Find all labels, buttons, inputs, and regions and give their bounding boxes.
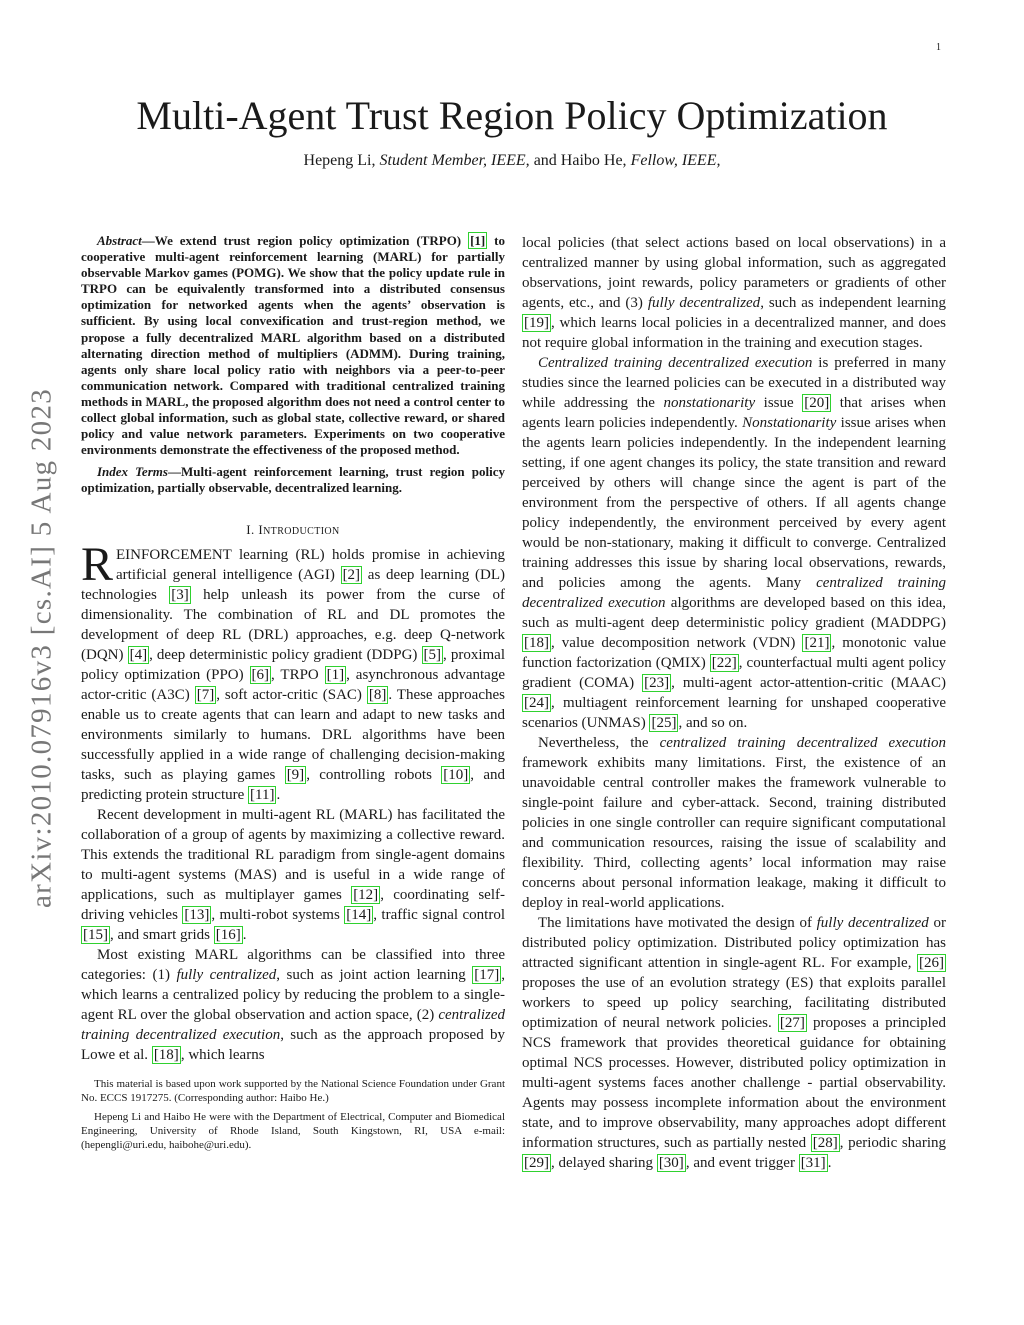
citation-link[interactable]: [21] bbox=[804, 635, 830, 651]
paragraph: Nevertheless, the centralized training decentralized execution framework exhibits many limitations. First, the existence of an unavoidable central controller makes the framework vulnerable to single-point failure and cyber-attack. Second, training distributed policies in one single controller can require significant computational and communication resources, raising the issue of scalability and flexibility. Third, collecting agents’ local information may raise concerns about personal information leakage, making it difficult to deploy in real-world applications. bbox=[522, 735, 947, 911]
citation-link[interactable]: [2] bbox=[342, 566, 361, 583]
citation-link[interactable]: [29] bbox=[524, 1155, 549, 1171]
citation-link[interactable]: [1] bbox=[470, 233, 486, 248]
paragraph: Centralized training decentralized execution is preferred in many studies since the learned policies can be executed in a distributed way while addressing the nonstationarity issue [20] that arises when agents learn policies independently. Nonstationarity issue arises when the agents learn policies independently. In the independent learning setting, if one agent changes its policy, the state transition and reward perceived by others will change since the agent is part of the environment from the perspective of others. If all agents change policy independently, the environment perceived by every agent would be non-stationary, making it difficult to converge. Centralized training addresses this issue by sharing local observations, rewards, and policies among the agents. Many centralized training decentralized execution algorithms are developed based on this idea, such as multi-agent deep deterministic policy gradient (MADDPG) [18] , value decomposition network (VDN) [21] , monotonic value function factorization (QMIX) [22] , counterfactual multi agent policy gradient (COMA) [23] , multi-agent actor-attention-critic (MAAC) [24] , multiagent reinforcement learning for unshaped cooperative scenarios (UNMAS) [25] , and so on. bbox=[522, 355, 946, 731]
citation-link[interactable]: [3] bbox=[171, 586, 189, 603]
citation-link[interactable]: [10] bbox=[443, 766, 469, 783]
citation-link[interactable]: [12] bbox=[353, 886, 379, 903]
citation-link[interactable]: [27] bbox=[779, 1015, 805, 1031]
right-column bbox=[522, 233, 946, 1173]
citation-link[interactable]: [23] bbox=[644, 675, 670, 691]
citation-link[interactable]: [17] bbox=[474, 966, 500, 983]
abstract: Abstract—We extend trust region policy optimization (TRPO) [1] to cooperative multi-agent reinforcement learning (MARL) for partially observable Markov games (POMG). We show that the policy update rule in TRPO can be equivalently transformed into a distributed consensus optimization for networked agents when the agents’ observation is sufficient. By using local convexification and trust-region method, we propose a fully decentralized MARL algorithm based on a distributed alternating direction method of multipliers (ADMM). During training, agents only share local policy ratio with neighbors via a peer-to-peer communication network. Compared with traditional centralized training methods in MARL, the proposed algorithm does not need a control center to collect global information, such as global state, collective reward, or shared policy and value network parameters. Experiments on two cooperative environments demonstrate the effectiveness of the proposed method. bbox=[81, 233, 505, 458]
citation-link[interactable]: [15] bbox=[83, 926, 108, 943]
paragraph: Recent development in multi-agent RL (MARL) has facilitated the collaboration of a group of agents by maximizing a collective reward. This extends the traditional RL paradigm from single-agent domains to multi-agent systems (MAS) and is useful in a wide range of applications, such as multiplayer games [12] , coordinating self-driving vehicles [13] , multi-robot systems [14] , traffic signal control [15] , and smart grids [16] . bbox=[81, 806, 505, 943]
author-role: Fellow, IEEE, bbox=[630, 152, 721, 169]
drop-cap: R bbox=[81, 537, 114, 591]
section-heading: I. INTRODUCTION bbox=[246, 521, 340, 537]
footnote: Hepeng Li and Haibo He were with the Department of Electrical, Computer and Biomedical Engineering, University of Rhode Island, South Kingstown, RI, USA e-mail: (hepengli@uri.edu, haibohe@uri.edu). bbox=[81, 1110, 505, 1151]
paragraph: REINFORCEMENT learning (RL) holds promise in achieving artificial general intelligence (AGI) [2] as deep learning (DL) technologies [3] help unleash its power from the curse of dimensionality. The combination of RL and DL promotes the development of deep RL (DRL) approaches, e.g. deep Q-network (DQN) [4] , deep deterministic policy gradient (DDPG) [5] , proximal policy optimization (PPO) [6] , TRPO [1] , asynchronous advantage actor-critic (A3C) [7] , soft actor-critic (SAC) [8] . These approaches enable us to create agents that can learn and adapt to new tasks and environments similarly to humans. DRL algorithms have been successfully applied in a wide range of challenging decision-making tasks, such as playing games [9] , controlling robots [10] , and predicting protein structure [11] . bbox=[81, 537, 505, 803]
citation-link[interactable]: [25] bbox=[651, 715, 677, 731]
paper-title: Multi-Agent Trust Region Policy Optimization bbox=[136, 93, 888, 138]
citation-link[interactable]: [8] bbox=[368, 686, 387, 703]
citation-link[interactable]: [1] bbox=[326, 666, 345, 683]
citation-link[interactable]: [16] bbox=[215, 926, 241, 943]
footnotes bbox=[81, 1077, 505, 1152]
citation-link[interactable]: [11] bbox=[250, 786, 275, 803]
index-terms: Index Terms—Multi-agent reinforcement learning, trust region policy optimization, partially observable, decentralized learning. bbox=[81, 464, 506, 496]
left-column bbox=[81, 233, 505, 1157]
citation-link[interactable]: [26] bbox=[919, 955, 944, 971]
index-terms-label: Index Terms bbox=[97, 464, 168, 480]
citation-link[interactable]: [7] bbox=[196, 686, 215, 703]
citation-link[interactable]: [6] bbox=[251, 666, 270, 683]
citation-link[interactable]: [24] bbox=[524, 695, 549, 711]
author-name: Hepeng Li, bbox=[303, 152, 376, 169]
citation-link[interactable]: [30] bbox=[658, 1155, 684, 1171]
citation-link[interactable]: [5] bbox=[423, 646, 441, 663]
author-conjunction: and bbox=[533, 152, 557, 169]
footnote: This material is based upon work supported by the National Science Foundation under Grant No. ECCS 1917275. (Corresponding author: Haibo He.) bbox=[81, 1077, 505, 1104]
abstract-label: Abstract bbox=[97, 233, 142, 248]
citation-link[interactable]: [18] bbox=[524, 635, 549, 651]
arxiv-watermark: arXiv:2010.07916v3 [cs.AI] 5 Aug 2023 bbox=[25, 387, 58, 909]
citation-link[interactable]: [4] bbox=[129, 646, 148, 663]
citation-link[interactable]: [22] bbox=[711, 655, 737, 671]
citation-link[interactable]: [14] bbox=[346, 906, 372, 923]
author-line bbox=[0, 152, 1024, 170]
citation-link[interactable]: [20] bbox=[804, 395, 830, 411]
paragraph: The limitations have motivated the design of fully decentralized or distributed policy optimization. Distributed policy optimization has attracted significant attention in single-agent RL. For example, [26] proposes the use of an evolution strategy (ES) that exploits parallel workers to speed up policy searching, facilitating distributed optimization of neural network policies. [27] proposes a principled NCS framework that provides theoretical guidance for obtaining optimal NCS processes. However, distributed policy optimization in multi-agent systems faces another challenge - partial observability. Agents may possess incomplete information about the environment state, and to improve observability, many approaches adopt different information structures, such as partially nested [28] , periodic sharing [29] , delayed sharing [30] , and event trigger [31] . bbox=[522, 915, 947, 1171]
citation-link[interactable]: [31] bbox=[800, 1155, 826, 1171]
citation-link[interactable]: [28] bbox=[812, 1135, 838, 1151]
paragraph: Most existing MARL algorithms can be classified into three categories: (1) fully centralized, such as joint action learning [17] , which learns a centralized policy by reducing the problem to a single-agent RL over the global observation and action space, (2) centralized training decentralized execution, such as the approach proposed by Lowe et al. [18] , which learns bbox=[81, 946, 506, 1063]
author-name: Haibo He, bbox=[560, 152, 627, 169]
citation-link[interactable]: [19] bbox=[524, 315, 549, 331]
author-role: Student Member, IEEE, bbox=[379, 152, 530, 169]
paragraph: local policies (that select actions based on local observations) in a centralized manner by using global information, such as aggregated observations, joint rewards, policy parameters or gradients of other agents, etc., and (3) fully decentralized, such as independent learning [19] , which learns local policies in a decentralized manner, and does not require global information in the training and execution stages. bbox=[522, 235, 946, 351]
page-number: 1 bbox=[936, 42, 941, 53]
citation-link[interactable]: [13] bbox=[184, 906, 210, 923]
citation-link[interactable]: [18] bbox=[153, 1046, 179, 1063]
citation-link[interactable]: [9] bbox=[286, 766, 305, 783]
